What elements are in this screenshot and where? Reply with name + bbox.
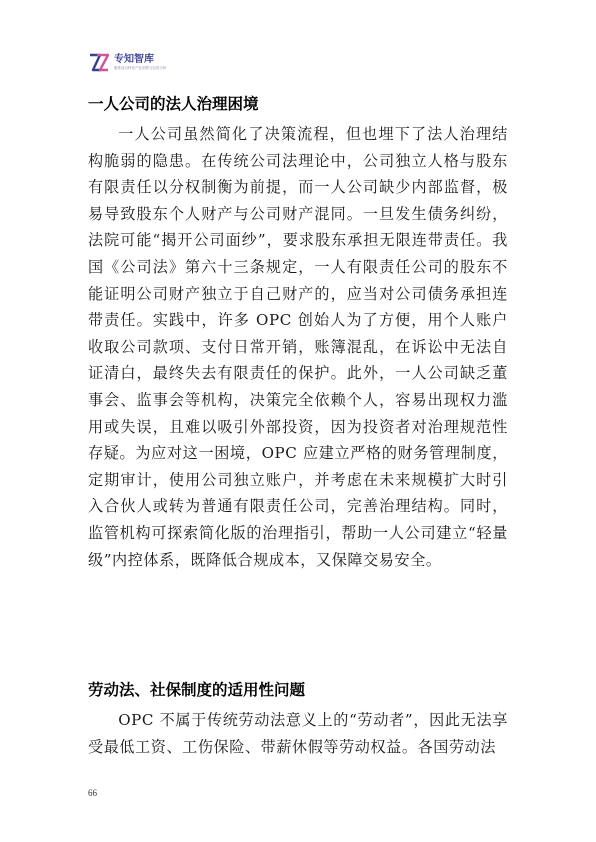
section-heading-corporate-governance: 一人公司的法人治理困境 — [88, 95, 259, 113]
section-heading-labor-law: 劳动法、社保制度的适用性问题 — [88, 681, 306, 699]
logo-name: 专知智库 — [114, 54, 154, 66]
section-paragraph-corporate-governance: 一人公司虽然简化了决策流程，但也埋下了法人治理结构脆弱的隐患。在传统公司法理论中，公司独立人格与股东有限责任以分权制衡为前提，而一人公司缺少内部监督，极易导致股东个人财产与公司财产混同。一旦发生债务纠纷，法院可能“揭开公司面纱”，要求股东承担无限连带责任。我国《公司法》第六十三条规定，一人有限责任公司的股东不能证明公司财产独立于自己财产的，应当对公司债务承担连带责任。实践中，许多 OPC 创始人为了方便，用个人账户收取公司款项、支付日常开销，账簿混乱，在诉讼中无法自证清白，最终失去有限责任的保护。此外，一人公司缺乏董事会、监事会等机构，决策完全依赖个人，容易出现权力滥用或失误，且难以吸引外部投资，因为投资者对治理规范性存疑。为应对这一困境，OPC 应建立严格的财务管理制度，定期审计，使用公司独立账户，并考虑在未来规模扩大时引入合伙人或转为普通有限责任公司，完善治理结构。同时，监管机构可探索简化版的治理指引，帮助一人公司建立“轻量级”内控体系，既降低合规成本，又保障交易安全。 — [88, 125, 508, 569]
header-logo — [88, 52, 167, 74]
section-paragraph-labor-law: OPC 不属于传统劳动法意义上的“劳动者”，因此无法享受最低工资、工伤保险、带薪休假等劳动权益。各国劳动法 — [88, 711, 508, 756]
logo-tagline: 聚焦前沿科技产业洞察与趋势分析 — [114, 66, 167, 71]
page-number: 66 — [88, 788, 97, 798]
zz-logo-icon — [88, 52, 110, 74]
